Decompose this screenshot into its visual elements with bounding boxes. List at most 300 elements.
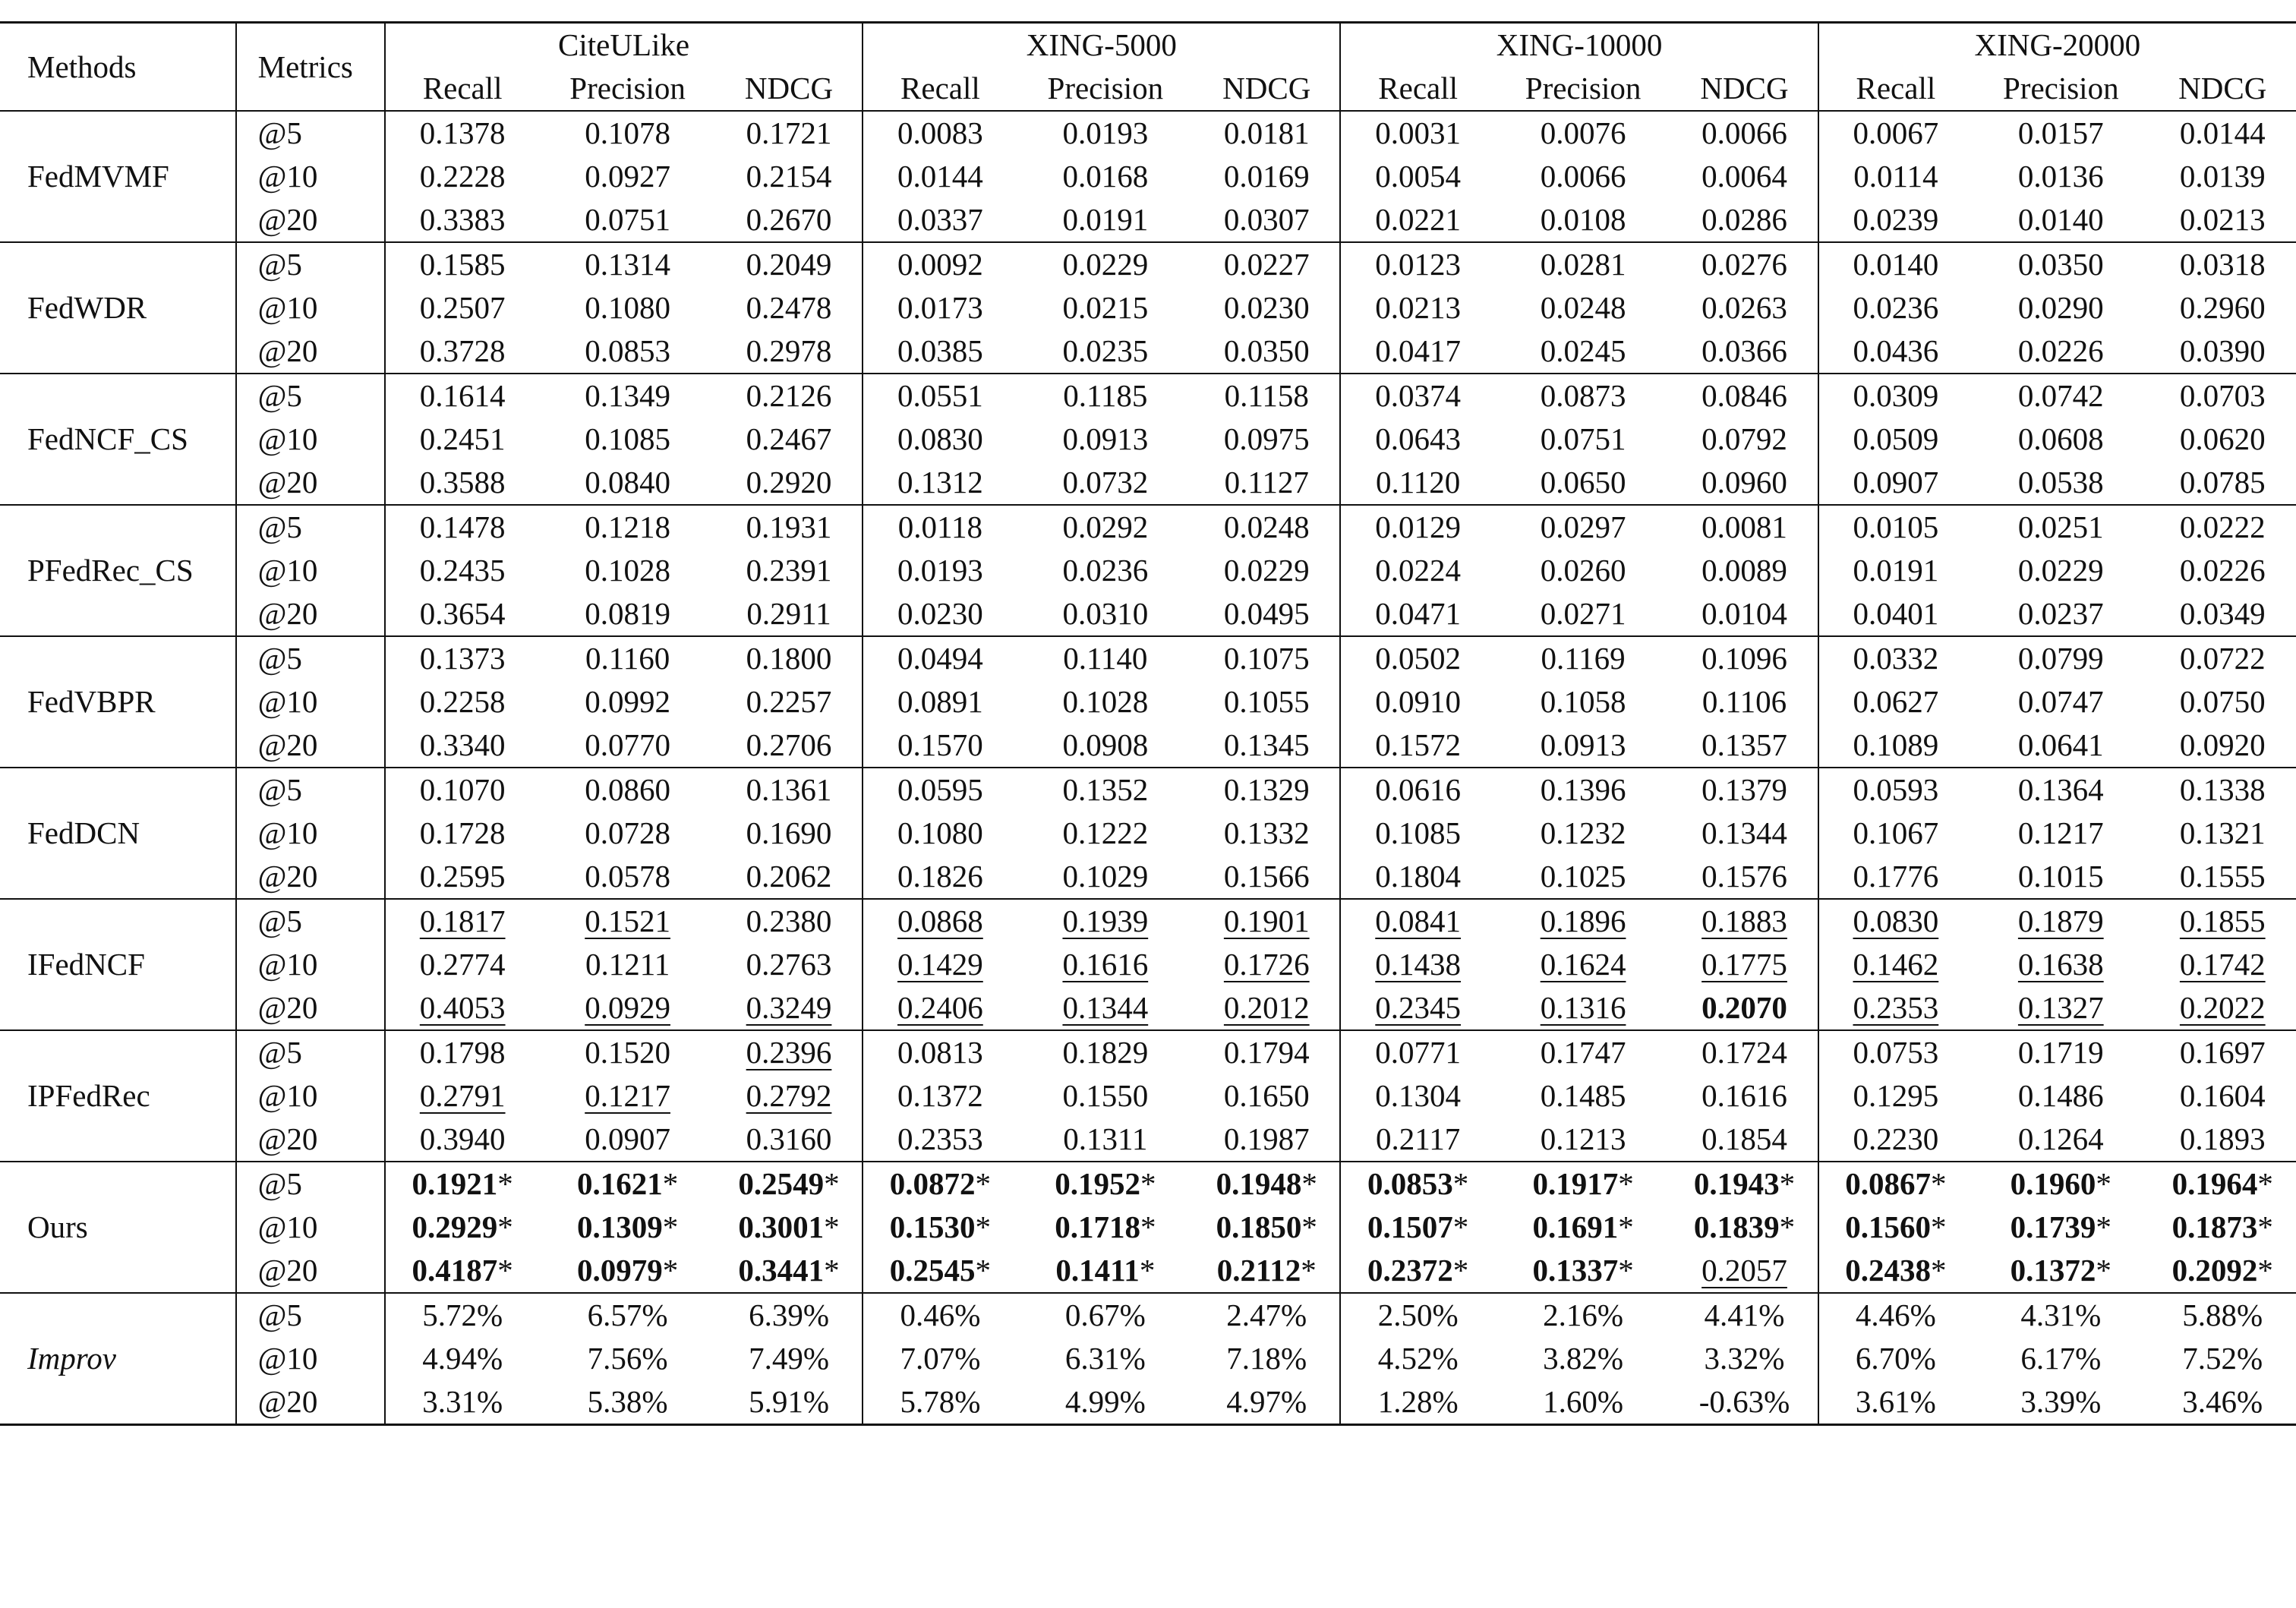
value-text: 0.0350 bbox=[2017, 247, 2104, 282]
value-cell bbox=[1340, 418, 1494, 461]
value-cell bbox=[2149, 680, 2296, 724]
value-cell bbox=[1340, 198, 1494, 242]
value-text: 7.56% bbox=[587, 1341, 668, 1376]
value-cell bbox=[2149, 461, 2296, 505]
subcol-header: NDCG bbox=[1222, 71, 1311, 106]
value-text: -0.63% bbox=[1698, 1384, 1790, 1419]
value-cell bbox=[1495, 1162, 1671, 1206]
significance-mark: * bbox=[2096, 1253, 2112, 1288]
value-cell bbox=[716, 1293, 863, 1337]
value-cell bbox=[2149, 374, 2296, 418]
value-cell bbox=[1818, 286, 1973, 329]
value-cell bbox=[1017, 899, 1194, 943]
value-text: 0.1373 bbox=[419, 641, 506, 676]
value-cell bbox=[1818, 636, 1973, 680]
value-text: 0.0089 bbox=[1702, 553, 1787, 588]
value-text: 0.1829 bbox=[1062, 1035, 1149, 1070]
value-text: 0.0873 bbox=[1540, 378, 1626, 413]
significance-mark: * bbox=[1930, 1166, 1947, 1201]
value-cell bbox=[1973, 1380, 2149, 1425]
value-cell bbox=[2149, 855, 2296, 899]
value-text: 3.61% bbox=[1855, 1384, 1936, 1419]
value-text: 0.0067 bbox=[1853, 115, 1939, 150]
metric-label: @10 bbox=[236, 1074, 385, 1118]
value-cell bbox=[1340, 1074, 1494, 1118]
value-cell bbox=[1340, 329, 1494, 374]
value-cell bbox=[1973, 111, 2149, 155]
subcol-header: Recall bbox=[1340, 67, 1494, 111]
value-cell bbox=[1973, 943, 2149, 986]
significance-mark: * bbox=[662, 1209, 679, 1244]
value-text: 0.0742 bbox=[2017, 378, 2104, 413]
value-cell bbox=[1818, 111, 1973, 155]
value-text: 0.2353 bbox=[1853, 990, 1939, 1025]
value-cell bbox=[1017, 986, 1194, 1030]
value-text: 4.52% bbox=[1377, 1341, 1459, 1376]
significance-mark: * bbox=[1140, 1209, 1156, 1244]
value-text: 0.1329 bbox=[1223, 772, 1310, 807]
value-cell bbox=[863, 855, 1017, 899]
value-cell bbox=[539, 505, 715, 549]
value-cell bbox=[1818, 724, 1973, 768]
value-cell bbox=[539, 242, 715, 286]
value-cell bbox=[1017, 329, 1194, 374]
value-cell bbox=[385, 155, 539, 198]
metric-label: @20 bbox=[236, 986, 385, 1030]
method-name: PFedRec_CS bbox=[0, 505, 236, 636]
value-text: 0.0222 bbox=[2179, 509, 2266, 544]
value-cell bbox=[1818, 592, 1973, 636]
subcol-header: Precision bbox=[2002, 71, 2119, 106]
value-text: 0.0297 bbox=[1540, 509, 1626, 544]
value-cell bbox=[1495, 592, 1671, 636]
value-text: 0.1690 bbox=[746, 815, 832, 850]
value-cell bbox=[385, 111, 539, 155]
significance-mark: * bbox=[975, 1166, 992, 1201]
value-cell bbox=[1671, 1030, 1818, 1074]
value-cell bbox=[539, 1162, 715, 1206]
value-text: 0.0620 bbox=[2179, 421, 2266, 456]
value-text: 0.0846 bbox=[1702, 378, 1787, 413]
value-cell bbox=[1818, 986, 1973, 1030]
value-text: 0.1213 bbox=[1540, 1121, 1626, 1156]
value-text: 0.2372 bbox=[1367, 1253, 1453, 1288]
value-text: 0.2435 bbox=[419, 553, 506, 588]
value-cell bbox=[1017, 1118, 1194, 1162]
value-cell bbox=[1194, 768, 1340, 812]
value-text: 0.0309 bbox=[1853, 378, 1939, 413]
value-cell bbox=[1017, 1074, 1194, 1118]
value-text: 0.1372 bbox=[2010, 1253, 2096, 1288]
value-cell bbox=[1495, 111, 1671, 155]
value-cell bbox=[1495, 855, 1671, 899]
value-text: 0.0979 bbox=[576, 1253, 663, 1288]
value-cell bbox=[1671, 636, 1818, 680]
value-cell bbox=[1818, 899, 1973, 943]
value-text: 0.3383 bbox=[419, 202, 506, 237]
value-cell bbox=[716, 1074, 863, 1118]
value-text: 1.28% bbox=[1377, 1384, 1459, 1419]
value-text: 0.1311 bbox=[1063, 1121, 1148, 1156]
metric-label: @10 bbox=[236, 1206, 385, 1249]
value-cell bbox=[863, 155, 1017, 198]
value-text: 0.2062 bbox=[746, 859, 832, 894]
value-cell bbox=[1194, 899, 1340, 943]
value-cell bbox=[2149, 1118, 2296, 1162]
value-text: 0.0092 bbox=[897, 247, 983, 282]
significance-mark: * bbox=[1301, 1166, 1317, 1201]
value-text: 0.1462 bbox=[1853, 947, 1939, 982]
value-text: 0.1960 bbox=[2010, 1166, 2096, 1201]
value-cell bbox=[1194, 1162, 1340, 1206]
value-cell bbox=[1671, 1337, 1818, 1380]
value-cell bbox=[539, 1337, 715, 1380]
value-text: 0.2978 bbox=[746, 333, 832, 368]
value-cell bbox=[716, 329, 863, 374]
value-cell bbox=[1818, 855, 1973, 899]
value-text: 0.0349 bbox=[2179, 596, 2266, 631]
metric-label: @10 bbox=[236, 286, 385, 329]
value-cell bbox=[716, 855, 863, 899]
value-text: 2.47% bbox=[1226, 1297, 1307, 1332]
value-text: 0.1697 bbox=[2179, 1035, 2266, 1070]
value-cell bbox=[1194, 1337, 1340, 1380]
table-row bbox=[0, 899, 2296, 943]
value-text: 0.0960 bbox=[1702, 465, 1787, 500]
value-cell bbox=[385, 418, 539, 461]
table-row bbox=[0, 505, 2296, 549]
value-text: 0.2345 bbox=[1375, 990, 1462, 1025]
dataset-header: XING-10000 bbox=[1340, 23, 1818, 68]
value-cell bbox=[385, 986, 539, 1030]
value-text: 0.1025 bbox=[1540, 859, 1626, 894]
value-cell bbox=[2149, 1030, 2296, 1074]
value-cell bbox=[1194, 592, 1340, 636]
value-text: 0.2112 bbox=[1216, 1253, 1301, 1288]
value-text: 0.1345 bbox=[1223, 727, 1310, 762]
value-cell bbox=[716, 768, 863, 812]
value-text: 0.1939 bbox=[1062, 903, 1149, 938]
value-text: 0.0495 bbox=[1223, 596, 1310, 631]
value-cell bbox=[1017, 768, 1194, 812]
value-cell bbox=[1017, 855, 1194, 899]
value-text: 0.0830 bbox=[1853, 903, 1939, 938]
value-cell bbox=[1973, 724, 2149, 768]
value-text: 0.1055 bbox=[1223, 684, 1310, 719]
value-text: 0.2507 bbox=[419, 290, 506, 325]
value-cell bbox=[863, 374, 1017, 418]
significance-mark: * bbox=[975, 1253, 992, 1288]
table-row bbox=[0, 242, 2296, 286]
value-cell bbox=[716, 592, 863, 636]
value-text: 0.0471 bbox=[1375, 596, 1462, 631]
value-text: 0.2911 bbox=[746, 596, 831, 631]
value-text: 0.1804 bbox=[1375, 859, 1462, 894]
metric-label: @5 bbox=[236, 374, 385, 418]
value-cell bbox=[1973, 1337, 2149, 1380]
value-cell bbox=[385, 461, 539, 505]
value-text: 0.1530 bbox=[889, 1209, 976, 1244]
value-cell bbox=[385, 329, 539, 374]
value-cell bbox=[716, 286, 863, 329]
value-cell bbox=[1340, 768, 1494, 812]
value-text: 0.0593 bbox=[1853, 772, 1939, 807]
value-text: 0.0417 bbox=[1375, 333, 1462, 368]
value-cell bbox=[1017, 155, 1194, 198]
value-cell bbox=[1973, 1206, 2149, 1249]
value-text: 0.0281 bbox=[1540, 247, 1626, 282]
value-cell bbox=[1495, 549, 1671, 592]
value-cell bbox=[1194, 111, 1340, 155]
value-text: 0.0907 bbox=[585, 1121, 670, 1156]
value-text: 0.1185 bbox=[1063, 378, 1148, 413]
value-text: 0.2022 bbox=[2179, 990, 2266, 1025]
value-text: 0.0770 bbox=[585, 727, 670, 762]
value-text: 0.1721 bbox=[746, 115, 832, 150]
value-cell bbox=[1194, 242, 1340, 286]
value-text: 4.99% bbox=[1064, 1384, 1146, 1419]
value-cell bbox=[1340, 111, 1494, 155]
value-cell bbox=[1818, 505, 1973, 549]
value-cell bbox=[385, 198, 539, 242]
value-text: 0.1719 bbox=[2017, 1035, 2104, 1070]
value-cell bbox=[1973, 198, 2149, 242]
value-text: 0.1560 bbox=[1845, 1209, 1931, 1244]
value-cell bbox=[1017, 1162, 1194, 1206]
value-text: 0.2792 bbox=[746, 1078, 832, 1113]
value-cell bbox=[1495, 505, 1671, 549]
value-cell bbox=[385, 768, 539, 812]
value-text: 0.0144 bbox=[897, 159, 983, 194]
value-text: 0.0616 bbox=[1375, 772, 1462, 807]
value-text: 0.2012 bbox=[1223, 990, 1310, 1025]
value-text: 0.1085 bbox=[1375, 815, 1462, 850]
value-cell bbox=[716, 461, 863, 505]
value-cell bbox=[1194, 680, 1340, 724]
value-cell bbox=[1495, 680, 1671, 724]
value-cell bbox=[1340, 855, 1494, 899]
value-text: 0.1211 bbox=[585, 947, 670, 982]
metric-label: @20 bbox=[236, 461, 385, 505]
value-cell bbox=[1671, 943, 1818, 986]
value-cell bbox=[1017, 1206, 1194, 1249]
value-cell bbox=[1495, 1380, 1671, 1425]
value-text: 0.1337 bbox=[1532, 1253, 1619, 1288]
value-cell bbox=[1340, 461, 1494, 505]
value-text: 0.1948 bbox=[1216, 1166, 1302, 1201]
value-cell bbox=[1973, 1030, 2149, 1074]
value-cell bbox=[2149, 1337, 2296, 1380]
value-text: 0.1067 bbox=[1853, 815, 1939, 850]
value-text: 0.1901 bbox=[1223, 903, 1310, 938]
value-text: 0.0872 bbox=[889, 1166, 976, 1201]
table-row bbox=[0, 461, 2296, 505]
table-row bbox=[0, 374, 2296, 418]
value-text: 0.1078 bbox=[585, 115, 670, 150]
value-text: 7.49% bbox=[749, 1341, 829, 1376]
value-cell bbox=[539, 329, 715, 374]
value-text: 0.1344 bbox=[1702, 815, 1787, 850]
value-text: 0.1312 bbox=[897, 465, 983, 500]
value-text: 0.0785 bbox=[2179, 465, 2266, 500]
value-cell bbox=[385, 374, 539, 418]
value-cell bbox=[1973, 374, 2149, 418]
significance-mark: * bbox=[2096, 1209, 2112, 1244]
value-text: 0.0913 bbox=[1062, 421, 1149, 456]
value-cell bbox=[1818, 242, 1973, 286]
value-text: 0.1521 bbox=[585, 903, 670, 938]
value-cell bbox=[1818, 155, 1973, 198]
value-cell bbox=[1340, 592, 1494, 636]
value-text: 0.4053 bbox=[419, 990, 506, 1025]
value-cell bbox=[1973, 986, 2149, 1030]
value-text: 0.0031 bbox=[1375, 115, 1462, 150]
value-text: 0.1028 bbox=[585, 553, 670, 588]
value-cell bbox=[1671, 768, 1818, 812]
value-text: 0.0173 bbox=[897, 290, 983, 325]
value-cell bbox=[1671, 111, 1818, 155]
value-cell bbox=[1194, 286, 1340, 329]
value-cell bbox=[1671, 418, 1818, 461]
value-text: 0.0840 bbox=[585, 465, 670, 500]
metric-label: @10 bbox=[236, 1337, 385, 1380]
value-text: 0.1264 bbox=[2017, 1121, 2104, 1156]
value-text: 0.0813 bbox=[897, 1035, 983, 1070]
value-cell bbox=[1340, 636, 1494, 680]
value-text: 3.32% bbox=[1704, 1341, 1785, 1376]
value-cell bbox=[1973, 636, 2149, 680]
value-text: 0.2920 bbox=[746, 465, 832, 500]
value-cell bbox=[2149, 986, 2296, 1030]
value-text: 0.0191 bbox=[1853, 553, 1939, 588]
value-cell bbox=[1973, 899, 2149, 943]
significance-mark: * bbox=[497, 1166, 513, 1201]
value-cell bbox=[539, 768, 715, 812]
value-text: 0.3249 bbox=[746, 990, 832, 1025]
value-cell bbox=[1818, 1380, 1973, 1425]
value-cell bbox=[1017, 636, 1194, 680]
value-text: 7.52% bbox=[2182, 1341, 2263, 1376]
value-cell bbox=[1495, 461, 1671, 505]
metric-label: @5 bbox=[236, 899, 385, 943]
value-text: 0.0221 bbox=[1375, 202, 1462, 237]
value-text: 0.1085 bbox=[585, 421, 670, 456]
table-row bbox=[0, 1249, 2296, 1293]
value-cell bbox=[1818, 943, 1973, 986]
value-text: 0.1943 bbox=[1693, 1166, 1780, 1201]
value-text: 0.0292 bbox=[1062, 509, 1149, 544]
value-text: 0.1478 bbox=[419, 509, 506, 544]
value-cell bbox=[385, 1162, 539, 1206]
value-cell bbox=[1017, 592, 1194, 636]
value-cell bbox=[863, 1293, 1017, 1337]
value-cell bbox=[716, 1337, 863, 1380]
subcol-header: NDCG bbox=[744, 71, 834, 106]
value-text: 0.0123 bbox=[1375, 247, 1462, 282]
value-text: 0.2763 bbox=[746, 947, 832, 982]
value-text: 0.0799 bbox=[2017, 641, 2104, 676]
value-text: 4.31% bbox=[2020, 1297, 2102, 1332]
value-cell bbox=[2149, 1380, 2296, 1425]
value-text: 0.1160 bbox=[585, 641, 670, 676]
value-cell bbox=[1495, 1118, 1671, 1162]
value-cell bbox=[863, 680, 1017, 724]
value-text: 0.0226 bbox=[2017, 333, 2104, 368]
value-text: 0.1566 bbox=[1223, 859, 1310, 894]
significance-mark: * bbox=[497, 1253, 513, 1288]
value-cell bbox=[539, 374, 715, 418]
metric-label: @20 bbox=[236, 1118, 385, 1162]
value-cell bbox=[1017, 1030, 1194, 1074]
value-cell bbox=[1671, 286, 1818, 329]
table-row bbox=[0, 1030, 2296, 1074]
value-cell bbox=[1194, 636, 1340, 680]
value-cell bbox=[863, 198, 1017, 242]
value-cell bbox=[1973, 1249, 2149, 1293]
metric-label: @20 bbox=[236, 724, 385, 768]
metric-label: @5 bbox=[236, 242, 385, 286]
value-text: 0.2960 bbox=[2179, 290, 2266, 325]
value-cell bbox=[1818, 1206, 1973, 1249]
value-text: 0.0239 bbox=[1853, 202, 1939, 237]
table-row bbox=[0, 329, 2296, 374]
value-cell bbox=[1671, 899, 1818, 943]
value-cell bbox=[385, 549, 539, 592]
value-text: 0.0230 bbox=[1223, 290, 1310, 325]
value-text: 0.0066 bbox=[1702, 115, 1787, 150]
significance-mark: * bbox=[2096, 1166, 2112, 1201]
value-cell bbox=[1671, 329, 1818, 374]
value-text: 0.1879 bbox=[2017, 903, 2104, 938]
significance-mark: * bbox=[1930, 1253, 1947, 1288]
value-text: 0.0703 bbox=[2179, 378, 2266, 413]
value-text: 0.1127 bbox=[1224, 465, 1309, 500]
table-row bbox=[0, 198, 2296, 242]
results-table bbox=[0, 21, 2296, 1426]
value-cell bbox=[1495, 1293, 1671, 1337]
value-cell bbox=[716, 680, 863, 724]
value-text: 0.1775 bbox=[1702, 947, 1787, 982]
value-cell bbox=[1671, 724, 1818, 768]
value-text: 5.72% bbox=[422, 1297, 503, 1332]
value-cell bbox=[1973, 680, 2149, 724]
value-cell bbox=[2149, 242, 2296, 286]
value-cell bbox=[1495, 899, 1671, 943]
value-cell bbox=[1194, 724, 1340, 768]
value-text: 0.1361 bbox=[746, 772, 832, 807]
value-text: 4.46% bbox=[1855, 1297, 1936, 1332]
value-text: 0.1718 bbox=[1055, 1209, 1140, 1244]
metric-label: @5 bbox=[236, 1293, 385, 1337]
value-text: 0.0771 bbox=[1375, 1035, 1462, 1070]
value-cell bbox=[385, 1030, 539, 1074]
significance-mark: * bbox=[2257, 1166, 2273, 1201]
value-cell bbox=[1818, 812, 1973, 855]
value-cell bbox=[1818, 1030, 1973, 1074]
value-cell bbox=[1671, 1206, 1818, 1249]
value-cell bbox=[1818, 1337, 1973, 1380]
value-cell bbox=[1671, 1293, 1818, 1337]
value-text: 0.1378 bbox=[419, 115, 506, 150]
value-cell bbox=[2149, 592, 2296, 636]
value-cell bbox=[716, 111, 863, 155]
value-cell bbox=[1818, 1074, 1973, 1118]
value-text: 0.1169 bbox=[1541, 641, 1626, 676]
value-cell bbox=[385, 1118, 539, 1162]
value-text: 0.0792 bbox=[1702, 421, 1787, 456]
value-cell bbox=[716, 986, 863, 1030]
value-cell bbox=[539, 592, 715, 636]
